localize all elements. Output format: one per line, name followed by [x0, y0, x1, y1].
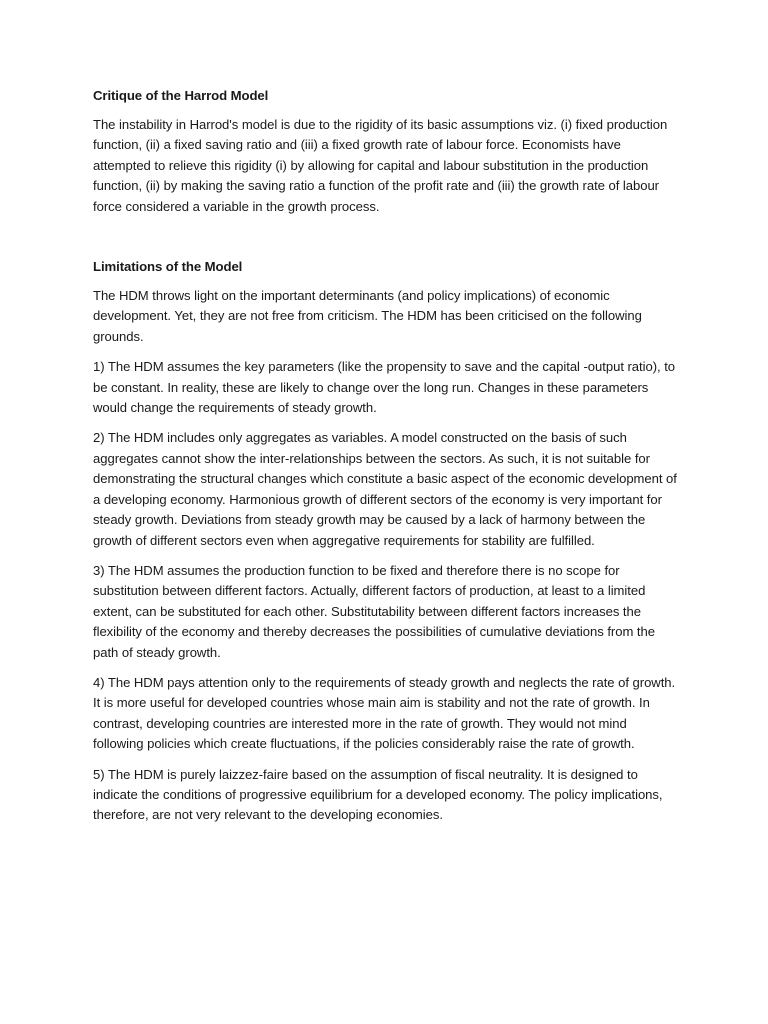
list-item: 2) The HDM includes only aggregates as variables. A model constructed on the basis of such aggregates cannot show the inter-relationships between the sectors. As such, it is not suitable for demonstrating the structural changes which constitute a basic aspect of the economic development of a developing economy. Harmonious growth of different sectors of the economy is very important for steady growth. Deviations from steady growth may be caused by a lack of harmony between the growth of different sectors even when aggregative requirements for stability are fulfilled. [93, 430, 677, 548]
list-item: 3) The HDM assumes the production function to be fixed and therefore there is no scope for substitution between different factors. Actually, different factors of production, at least to a limited extent, can be substituted for each other. Substitutability between different factors increases the flexibility of the economy and thereby decreases the possibilities of cumulative deviations from the path of steady growth. [93, 562, 655, 660]
paragraph: The HDM throws light on the important determinants (and policy implications) of economic development. Yet, they are not free from criticism. The HDM has been criticised on the following grounds. [93, 288, 642, 344]
list-item: 5) The HDM is purely laizzez-faire based on the assumption of fiscal neutrality. It is designed to indicate the conditions of progressive equilibrium for a developed economy. The policy implications, therefore, are not very relevant to the developing economies. [93, 766, 663, 823]
document-page [93, 86, 678, 836]
section-heading: Critique of the Harrod Model [93, 88, 269, 103]
section-spacer [93, 227, 678, 257]
section-limitations [93, 257, 678, 826]
section-critique [93, 86, 678, 217]
list-item: 4) The HDM pays attention only to the requirements of steady growth and neglects the rate of growth. It is more useful for developed countries whose main aim is stability and not the rate of growth. In contrast, developing countries are interested more in the rate of growth. They would not mind following policies which create fluctuations, if the policies considerably raise the rate of growth. [93, 674, 676, 752]
list-item: 1) The HDM assumes the key parameters (like the propensity to save and the capital -output ratio), to be constant. In reality, these are likely to change over the long run. Changes in these parameters would change the requirements of steady growth. [93, 359, 676, 416]
paragraph: The instability in Harrod's model is due to the rigidity of its basic assumptions viz. (i) fixed production function, (ii) a fixed saving ratio and (iii) a fixed growth rate of labour force. Economists have attempted to relieve this rigidity (i) by allowing for capital and labour substitution in the production function, (ii) by making the saving ratio a function of the profit rate and (iii) the growth rate of labour force considered a variable in the growth process. [93, 117, 668, 214]
section-heading: Limitations of the Model [93, 259, 243, 275]
